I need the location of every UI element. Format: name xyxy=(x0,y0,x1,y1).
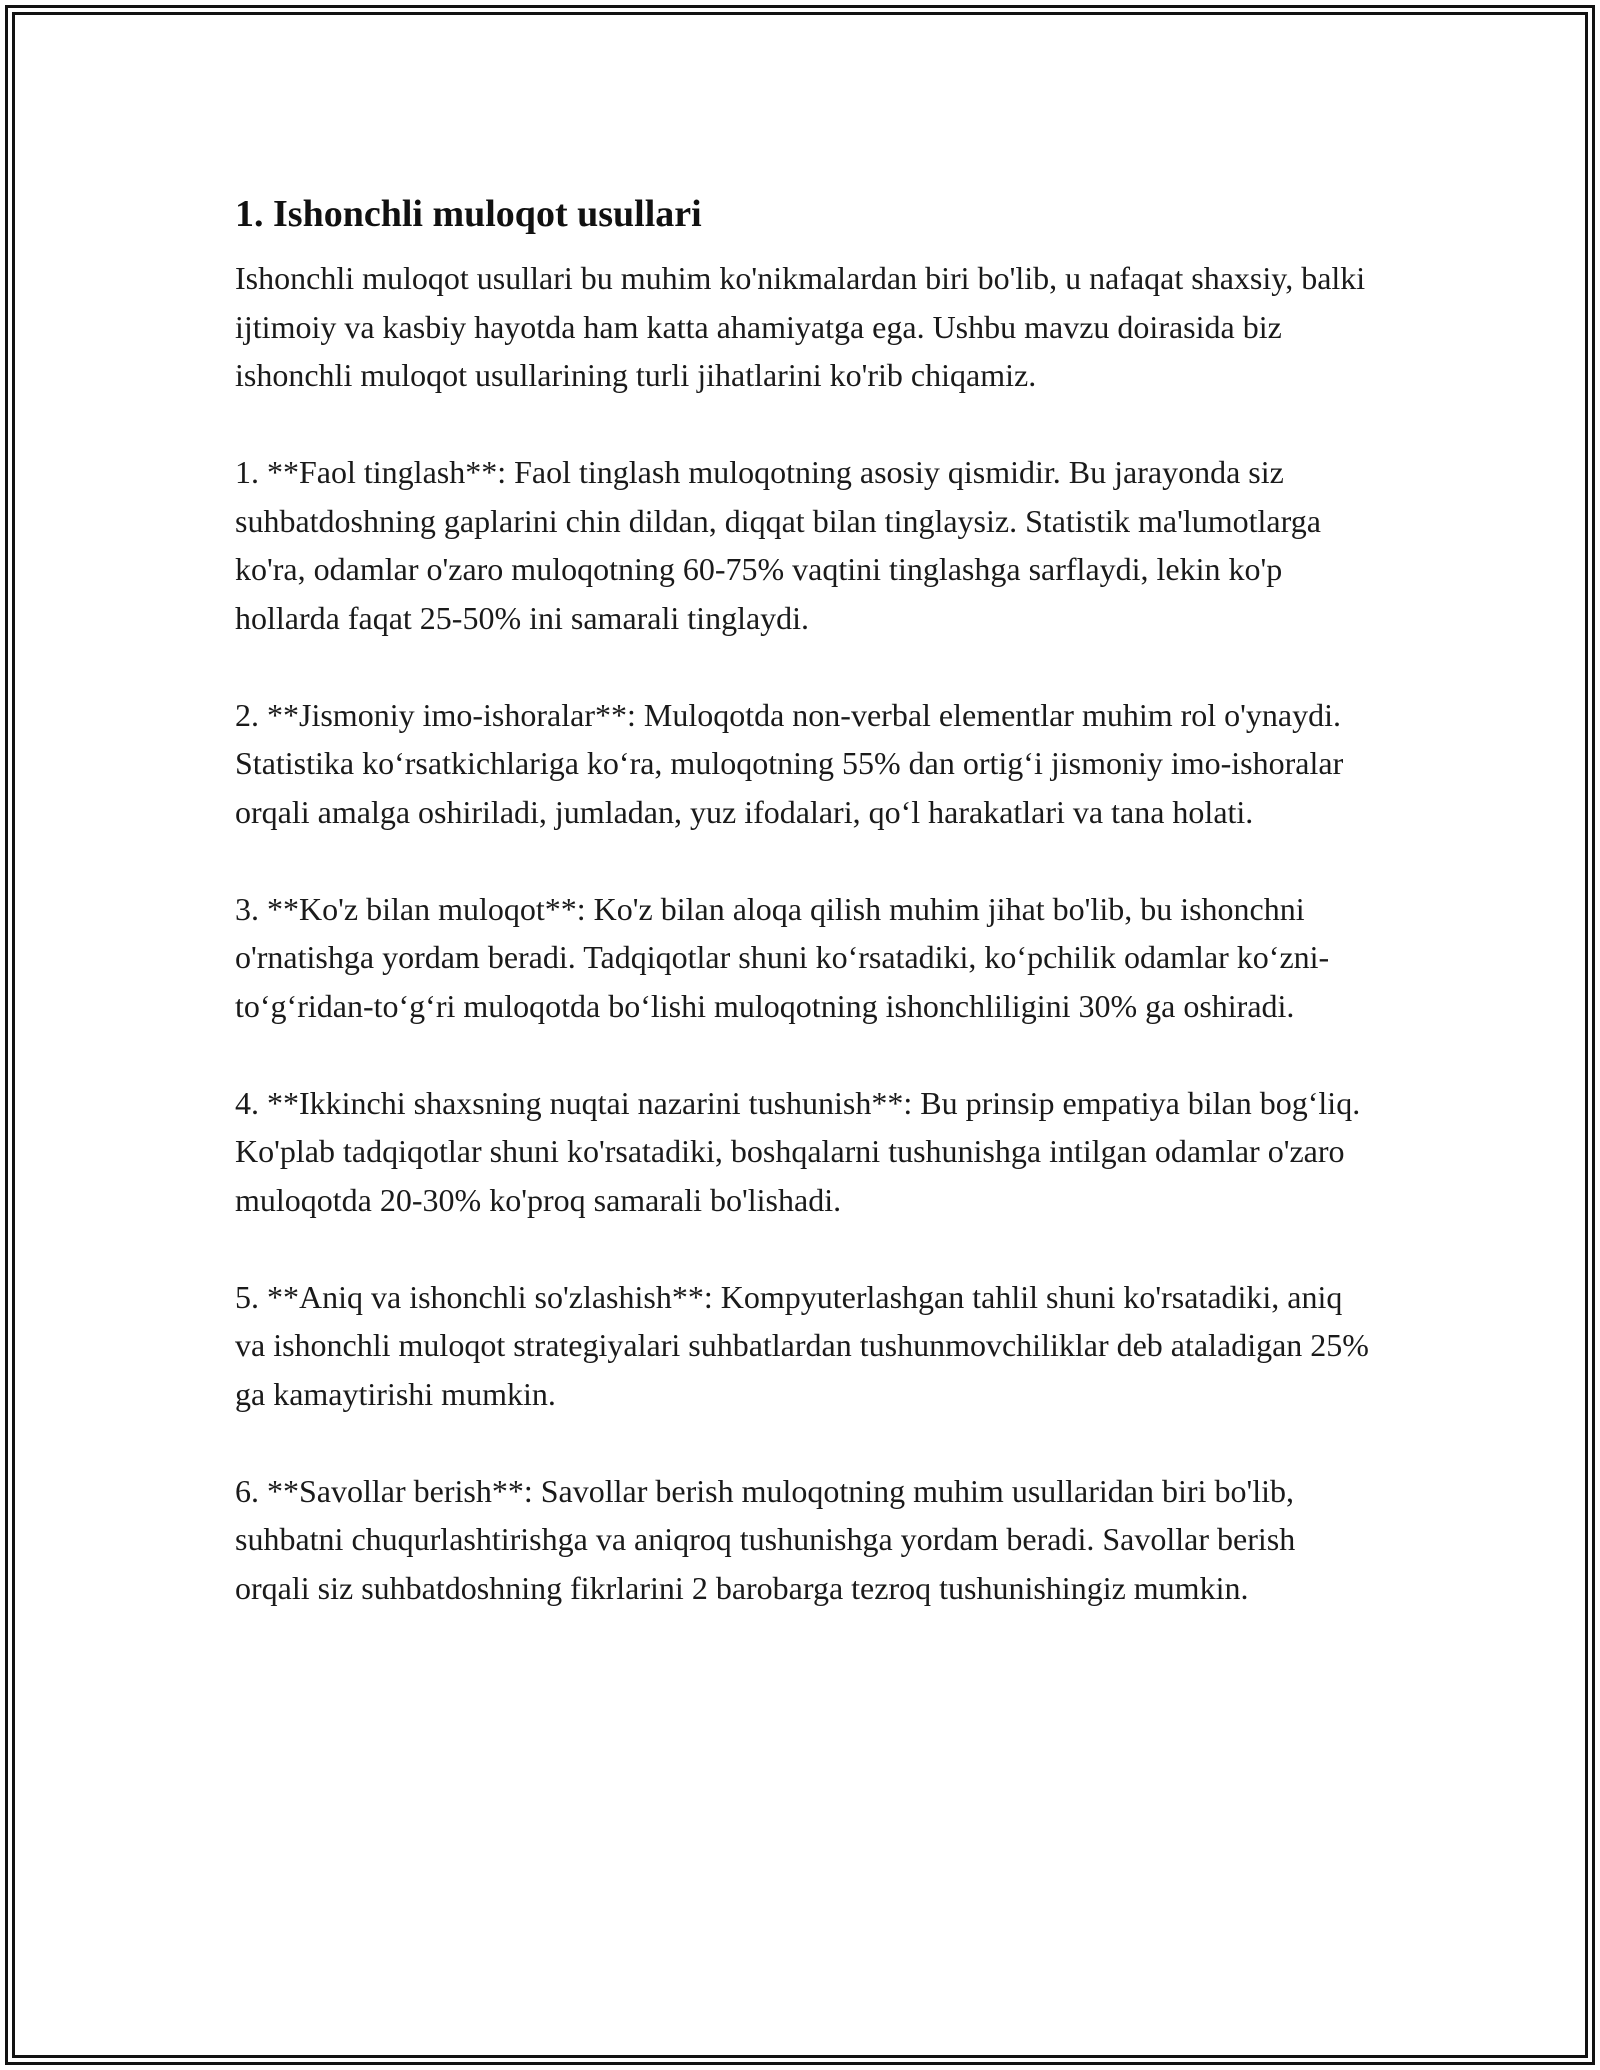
paragraph-perspective-taking: 4. **Ikkinchi shaxsning nuqtai nazarini tushunish**: Bu prinsip empatiya bilan bog‘liq. Ko'plab tadqiqotlar shuni ko'rsatadiki, boshqalarni tushunishga intilgan odamlar o'zaro muloqotda 20-30% ko'proq samarali bo'lishadi. xyxy=(235,1084,1361,1218)
document-title: 1. Ishonchli muloqot usullari xyxy=(235,193,702,235)
intro-paragraph: Ishonchli muloqot usullari bu muhim ko'nikmalardan biri bo'lib, u nafaqat shaxsiy, balki ijtimoiy va kasbiy hayotda ham katta ahamiyatga ega. Ushbu mavzu doirasida biz ishonchli muloqot usullarining turli jihatlarini ko'rib chiqamiz. xyxy=(235,260,1366,393)
paragraph-clear-speaking: 5. **Aniq va ishonchli so'zlashish**: Kompyuterlashgan tahlil shuni ko'rsatadiki, aniq va ishonchli muloqot strategiyalari suhbatlardan tushunmovchiliklar deb ataladigan 25% ga kamaytirishi mumkin. xyxy=(235,1278,1369,1412)
document-body xyxy=(235,190,1375,1661)
paragraph-asking-questions: 6. **Savollar berish**: Savollar berish muloqotning muhim usullaridan biri bo'lib, suhbatni chuqurlashtirishga va aniqroq tushunishga yordam beradi. Savollar berish orqali siz suhbatdoshning fikrlarini 2 barobarga tezroq tushunishingiz mumkin. xyxy=(235,1472,1296,1606)
paragraph-body-language: 2. **Jismoniy imo-ishoralar**: Muloqotda non-verbal elementlar muhim rol o'ynaydi. Statistika ko‘rsatkichlariga ko‘ra, muloqotning 55% dan ortig‘i jismoniy imo-ishoralar orqali amalga oshiriladi, jumladan, yuz ifodalari, qo‘l harakatlari va tana holati. xyxy=(235,696,1344,830)
paragraph-active-listening: 1. **Faol tinglash**: Faol tinglash muloqotning asosiy qismidir. Bu jarayonda siz suhbatdoshning gaplarini chin dildan, diqqat bilan tinglaysiz. Statistik ma'lumotlarga ko'ra, odamlar o'zaro muloqotning 60-75% vaqtini tinglashga sarflaydi, lekin ko'p hollarda faqat 25-50% ini samarali tinglaydi. xyxy=(235,454,1321,636)
paragraph-eye-contact: 3. **Ko'z bilan muloqot**: Ko'z bilan aloqa qilish muhim jihat bo'lib, bu ishonchni o'rnatishga yordam beradi. Tadqiqotlar shuni ko‘rsatadiki, ko‘pchilik odamlar ko‘zni-to‘g‘ridan-to‘g‘ri muloqotda bo‘lishi muloqotning ishonchliligini 30% ga oshiradi. xyxy=(235,890,1330,1024)
